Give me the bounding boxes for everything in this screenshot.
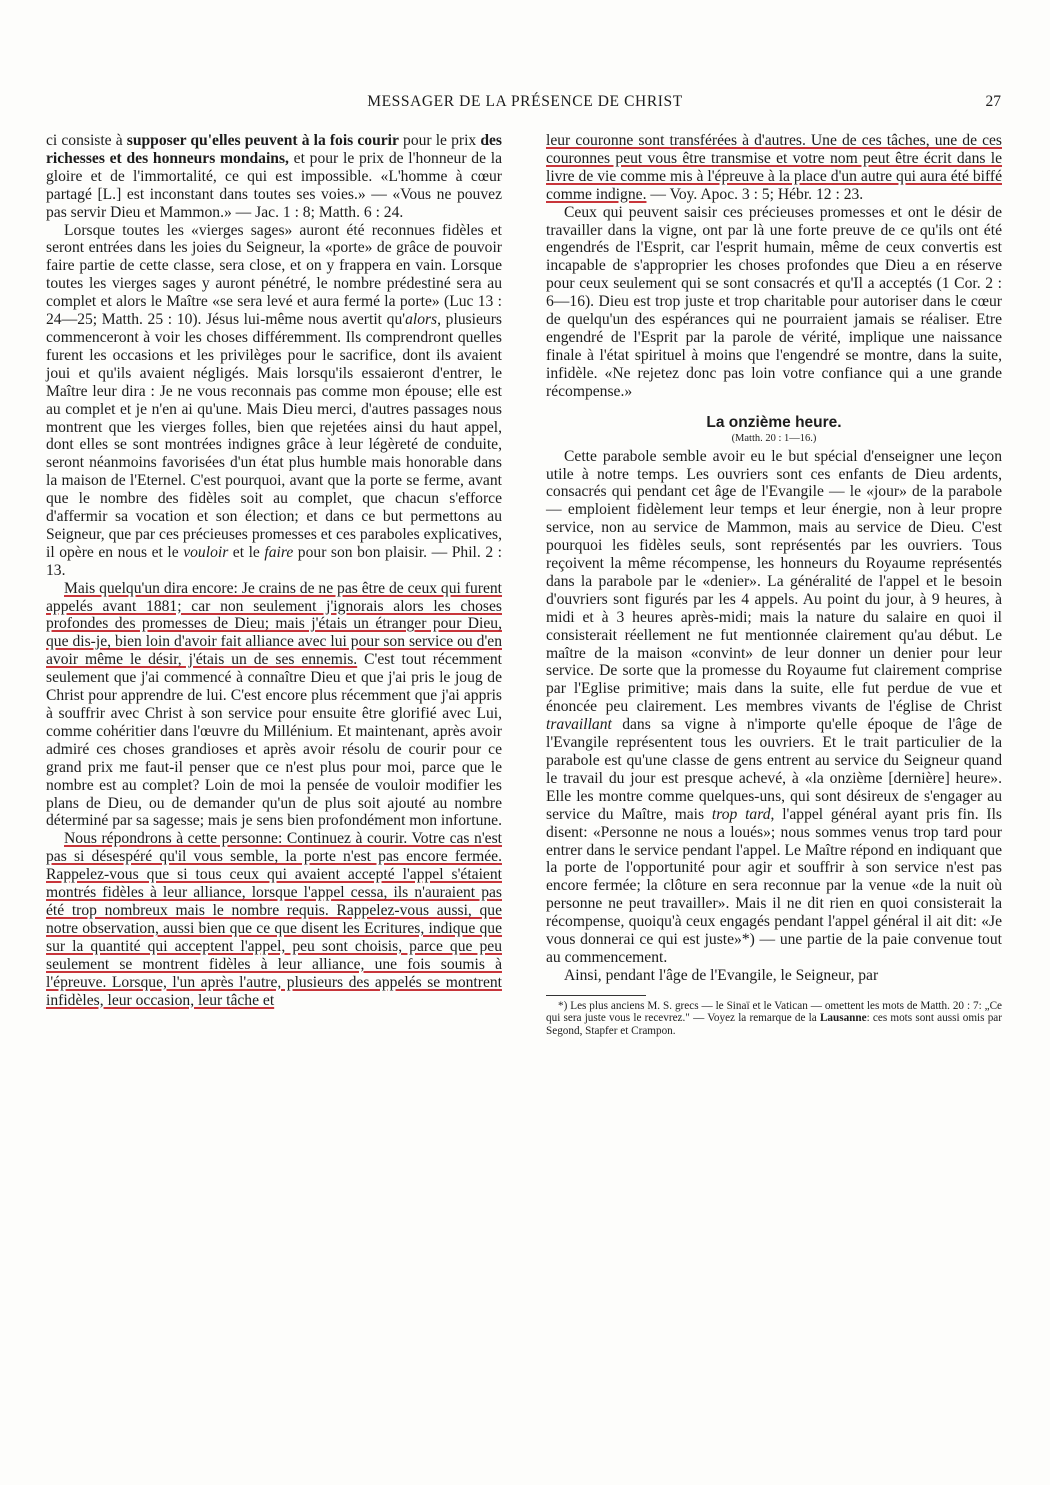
paragraph [46, 132, 502, 222]
text-run: faire [264, 543, 294, 561]
text-run: pour son bon plaisir. — Phil. 2 : 13. [46, 543, 502, 579]
text-run: , plusieurs commenceront à voir les choses différemment. Ils comprendront quelles furent les occasions et les privilèges pour le sacrifice, dont ils avaient joui et qu'ils avaient négligés. Mais lorsqu'ils essaieront d'entrer, le Maître leur dira : Je ne vous reconnais pas comme mon épouse; elle est au complet et je n'en ai qu'une. Mais Dieu merci, d'autres passages nous montrent que les vierges folles, bien que rejetées ainsi du haut appel, dont elles se sont montrées indignes grâce à leur légèreté de conduite, seront néanmoins favorisées d'un état plus humble mais honorable dans la maison de l'Eternel. C'est pourquoi, avant que la porte se ferme, avant que le nombre des fidèles soit au complet, que chacun s'efforce d'affermir sa vocation et son élection; et dans ce but permettons au Seigneur, que par ces précieuses promesses et ces paraboles explicatives, il opère en nous et le [46, 311, 502, 561]
text-run: *) Les plus anciens M. S. grecs — le Sinaï et le Vatican — omettent les mots de Matth. 20 : 7: „Ce qui sera juste vous le recevrez." — Voyez la remarque de la [546, 999, 1002, 1025]
paragraph [46, 580, 502, 831]
section-heading: La onzième heure. [706, 413, 842, 431]
text-run: des richesses et des honneurs mondains, [46, 132, 502, 167]
footnote-rule [546, 995, 646, 996]
right-column [546, 132, 1002, 1037]
text-run: : ces mots sont aussi omis par Segond, Stapfer et Crampon. [546, 1012, 1002, 1037]
underlined-text: leur couronne sont transférées à d'autres. Une de ces tâches, une de ces couronnes peut vous être transmise et votre nom peut être écrit dans le livre de vie comme mis à l'épreuve à la place d'un autre qui aura été biffé comme indigne. [546, 132, 1002, 203]
text-run: pour le prix [398, 132, 481, 149]
footnote [546, 1000, 1002, 1037]
underlined-text: Mais quelqu'un dira encore: Je crains de ne pas être de ceux qui furent appelés avant 1881; car non seulement j'ignorais alors les choses profondes des promesses de Dieu; mais j'étais un étranger pour Dieu, que dis-je, bien loin d'avoir fait alliance avec lui pour son service ou d'en avoir même le désir, j'étais un de ses ennemis. [46, 579, 502, 669]
section-reference: (Matth. 20 : 1—16.) [731, 432, 817, 444]
paragraph [546, 132, 1002, 204]
text-run: C'est tout récemment seulement que j'ai commencé à connaître Dieu et que j'ai pris le joug de Christ pour apprendre de lui. C'est encore plus récemment que j'ai appris à souffrir avec Christ à son service pour ensuite être glorifié avec Lui, comme cohéritier dans l'œuvre du Millénium. Et maintenant, après avoir admiré ces choses grandioses et après avoir résolu de courir pour ce grand prix me faut-il penser que ce n'est plus pour moi, parce que le nombre est au complet? Loin de moi la pensée de vouloir modifier les plans de Dieu, ou de demander qu'un de plus soit ajouté au nombre déterminé par sa sagesse; mais je sens bien profondément mon infortune. [46, 651, 502, 830]
paragraph [546, 967, 1002, 985]
paragraph [546, 448, 1002, 967]
underlined-text: Nous répondrons à cette personne: Continuez à courir. Votre cas n'est pas si désespéré qu'il vous semble, la porte n'est pas encore fermée. Rappelez-vous que si tous ceux qui avaient accepté l'appel s'étaient montrés fidèles à leur alliance, lorsque l'appel cessa, ils n'auraient pas été trop nombreux mais le nombre requis. Rappelez-vous aussi, que notre observation, aussi bien que ce que disent les Ecritures, indique que sur la quantité qui acceptent l'appel, peu sont choisis, parce que peu seulement se montrent fidèles à leur alliance, une fois soumis à l'épreuve. Lorsque, l'un après l'autre, plusieurs des appelés se montrent infidèles, leur occasion, leur tâche et [46, 830, 502, 1009]
text-run: Ainsi, pendant l'âge de l'Evangile, le Seigneur, par [564, 966, 879, 984]
text-run: trop tard [711, 805, 771, 823]
text-run: et pour le prix de l'honneur de la gloire et de l'immortalité, ce qui est impossible. «L'homme à cœur partagé [L.] est inconstant dans toutes ses voies.» — «Vous ne pouvez pas servir Dieu et Mammon.» — Jac. 1 : 8; Matth. 6 : 24. [46, 149, 502, 221]
text-run: alors [405, 311, 438, 329]
text-run: ci consiste à [46, 132, 127, 149]
text-run: Lorsque toutes les «vierges sages» auront été reconnues fidèles et seront entrées dans les joies du Seigneur, la «porte» de grâce de pouvoir faire partie de cette classe, sera close, et on y frappera en vain. Lorsque toutes les vierges sages y auront pénétré, le nombre prédestiné sera au complet et alors le Maître «se sera levé et aura fermé la porte» (Luc 13 : 24—25; Matth. 25 : 10). Jésus lui-même nous avertit qu' [46, 221, 502, 329]
text-run: , l'appel général ayant pris fin. Ils disent: «Personne ne nous a loués»; nous sommes venus trop tard pour entrer dans le service pendant l'appel. Le Maître répond en indiquant que la porte de l'opportunité pour agir et souffrir à son service n'est pas encore fermée; la clôture en sera reconnue par la venue «de la nuit où personne ne peut travailler». Mais il ne dit rien en quoi consisterait la récompense, quoiqu'à ceux engagés pendant l'appel général il ait dit: «Je vous donnerai ce qui est juste»*) — une partie de la paie convenue tout au commencement. [546, 805, 1002, 966]
text-run: travaillant [546, 716, 612, 734]
left-column [46, 132, 502, 1009]
text-run: — Voy. Apoc. 3 : 5; Hébr. 12 : 23. [646, 185, 864, 203]
text-run: supposer qu'elles peuvent à la fois courir [126, 132, 399, 149]
text-run: vouloir [183, 543, 229, 561]
paragraph [46, 830, 502, 1009]
paragraph [546, 204, 1002, 401]
text-run: Ceux qui peuvent saisir ces précieuses promesses et ont le désir de travailler dans la vigne, ont par là une forte preuve de ce qu'ils ont été engendrés de l'Esprit, car l'esprit humain, même de ceux convertis est incapable de s'approprier les choses profondes que Dieu a en réserve pour ceux seulement qui se sont consacrés et qu'Il a acceptés (1 Cor. 2 : 6—16). Dieu est trop juste et trop charitable pour autoriser dans le cœur de quelqu'un des espérances qui ne pourraient jamais se réaliser. Etre engendré de l'Esprit par la parole de vérité, implique une naissance finale à l'état spirituel à moins que l'engendré se montre, dans la suite, infidèle. «Ne rejetez donc pas loin votre confiance qui a une grande récompense.» [546, 203, 1002, 400]
text-run: et le [228, 543, 265, 561]
page-number: 27 [985, 93, 1001, 110]
text-run: Lausanne [819, 1012, 867, 1025]
paragraph [46, 222, 502, 580]
text-run: dans sa vigne à n'importe qu'elle époque de l'âge de l'Evangile représentent tous les ouvriers. Et le trait particulier de la parabole est qu'une classe de gens entrent au service du Seigneur quand le travail du jour est presque achevé, à «la onzième [dernière] heure». Elle les montre comme quelques-uns, qui sont désireux de s'engager au service du Maître, mais [546, 716, 1002, 823]
text-run: Cette parabole semble avoir eu le but spécial d'enseigner une leçon utile à notre temps. Les ouvriers sont ces enfants de Dieu ardents, consacrés qui pendant cet âge de l'Evangile — le «jour» de la parabole — emploient fidèlement leur temps et leur énergie, non à leur propre service, non au service de Mammon, mais au service de Dieu. C'est pourquoi les fidèles seuls, sont représentés par les ouvriers. Tous reçoivent la même récompense, les honneurs du Royaume représentés dans la parabole par le «denier». La généralité de l'appel et le besoin d'ouvriers sont figurés par les 4 appels. Au point du jour, à 9 heures, à midi et à 3 heures après-midi; mais la nature du salaire en quoi il consisterait réellement ne fut mentionnée clairement qu'au début. Le maître de la maison «convint» de leur donner un denier pour leur service. De sorte que la promesse du Royaume fut clairement comprise par l'Eglise primitive; mais dans la suite, elle fut perdue de vue et énoncée peu clairement. Les membres vivants de l'église de Christ [546, 447, 1002, 716]
running-head [45, 93, 1005, 115]
running-title: MESSAGER DE LA PRÉSENCE DE CHRIST [367, 93, 683, 110]
